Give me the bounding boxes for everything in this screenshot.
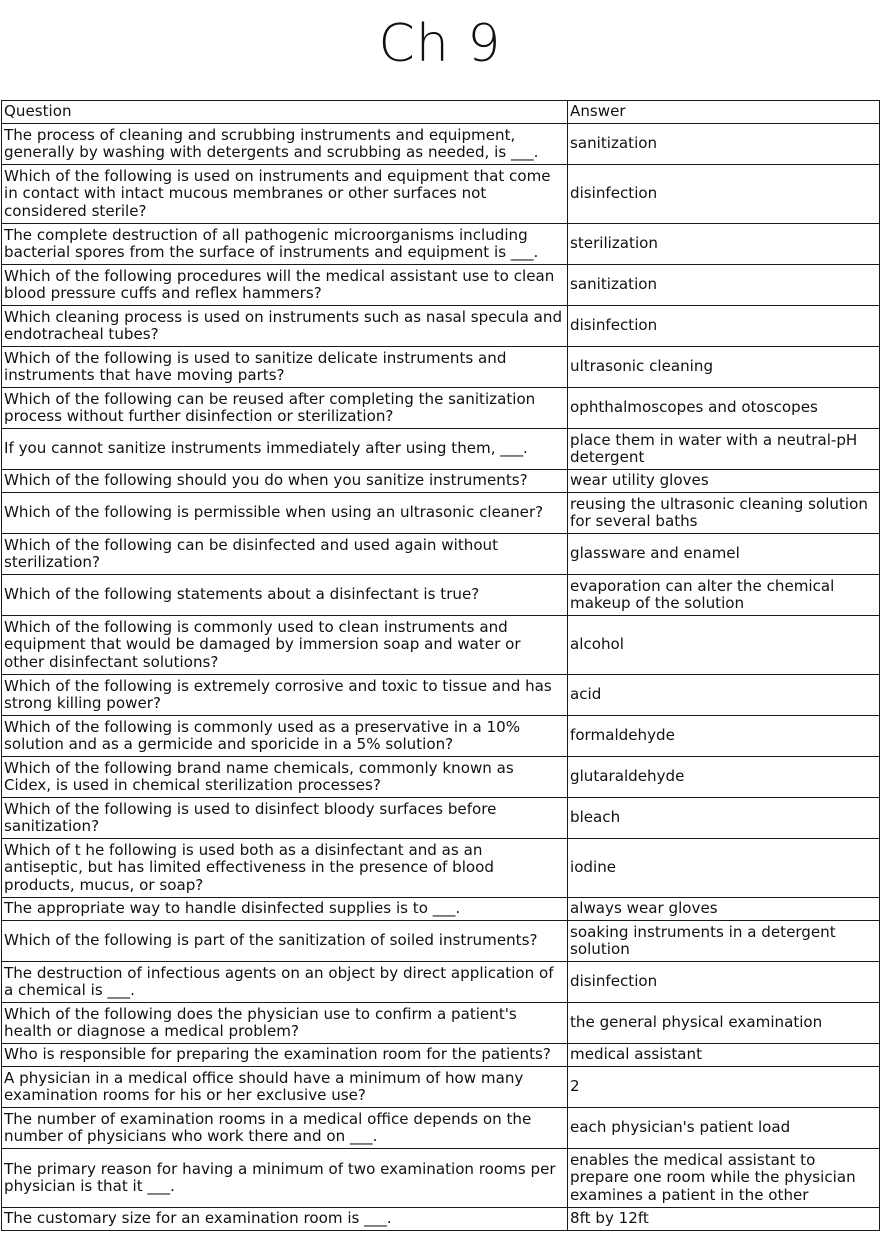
- question-cell: Which of the following is extremely corrosive and toxic to tissue and has strong killing power?: [2, 675, 568, 716]
- answer-cell: reusing the ultrasonic cleaning solution for several baths: [568, 493, 880, 534]
- answer-cell: acid: [568, 675, 880, 716]
- answer-cell: alcohol: [568, 616, 880, 675]
- question-cell: Which cleaning process is used on instruments such as nasal specula and endotracheal tubes?: [2, 306, 568, 347]
- question-cell: Which of the following is commonly used to clean instruments and equipment that would be damaged by immersion soap and water or other disinfectant solutions?: [2, 616, 568, 675]
- answer-cell: formaldehyde: [568, 716, 880, 757]
- table-row: [2, 470, 880, 493]
- table-row: [2, 429, 880, 470]
- question-cell: Which of the following is commonly used as a preservative in a 10% solution and as a germicide and sporicide in a 5% solution?: [2, 716, 568, 757]
- question-cell: If you cannot sanitize instruments immediately after using them, ___.: [2, 429, 568, 470]
- question-column-header: Question: [2, 101, 568, 124]
- question-cell: Which of the following can be disinfected and used again without sterilization?: [2, 534, 568, 575]
- page-title: Ch 9: [378, 14, 502, 74]
- question-cell: Which of the following does the physician use to confirm a patient's health or diagnose a medical problem?: [2, 1003, 568, 1044]
- answer-cell: iodine: [568, 839, 880, 898]
- table-row: [2, 575, 880, 616]
- question-cell: Which of the following procedures will the medical assistant use to clean blood pressure cuffs and reflex hammers?: [2, 265, 568, 306]
- question-cell: The complete destruction of all pathogenic microorganisms including bacterial spores from the surface of instruments and equipment is ___.: [2, 224, 568, 265]
- question-cell: Which of t he following is used both as a disinfectant and as an antiseptic, but has limited effectiveness in the presence of blood products, mucus, or soap?: [2, 839, 568, 898]
- table-row: [2, 165, 880, 224]
- answer-column-header: Answer: [568, 101, 880, 124]
- question-cell: Who is responsible for preparing the examination room for the patients?: [2, 1044, 568, 1067]
- table-row: [2, 534, 880, 575]
- question-cell: Which of the following can be reused after completing the sanitization process without further disinfection or sterilization?: [2, 388, 568, 429]
- question-cell: Which of the following statements about a disinfectant is true?: [2, 575, 568, 616]
- table-row: [2, 839, 880, 898]
- answer-cell: sanitization: [568, 124, 880, 165]
- question-cell: A physician in a medical office should have a minimum of how many examination rooms for his or her exclusive use?: [2, 1067, 568, 1108]
- question-cell: Which of the following is used to disinfect bloody surfaces before sanitization?: [2, 798, 568, 839]
- table-row: [2, 1208, 880, 1231]
- table-row: [2, 124, 880, 165]
- table-row: [2, 962, 880, 1003]
- table-row: [2, 757, 880, 798]
- question-cell: Which of the following brand name chemicals, commonly known as Cidex, is used in chemical sterilization processes?: [2, 757, 568, 798]
- answer-cell: ophthalmoscopes and otoscopes: [568, 388, 880, 429]
- table-row: [2, 675, 880, 716]
- question-cell: Which of the following is used on instruments and equipment that come in contact with intact mucous membranes or other surfaces not considered sterile?: [2, 165, 568, 224]
- answer-cell: medical assistant: [568, 1044, 880, 1067]
- answer-cell: bleach: [568, 798, 880, 839]
- answer-cell: disinfection: [568, 165, 880, 224]
- answer-cell: 8ft by 12ft: [568, 1208, 880, 1231]
- table-row: [2, 1108, 880, 1149]
- answer-cell: wear utility gloves: [568, 470, 880, 493]
- answer-cell: glutaraldehyde: [568, 757, 880, 798]
- answer-cell: enables the medical assistant to prepare one room while the physician examines a patient in the other: [568, 1149, 880, 1208]
- table-row: [2, 265, 880, 306]
- question-cell: Which of the following is used to sanitize delicate instruments and instruments that have moving parts?: [2, 347, 568, 388]
- answer-cell: sterilization: [568, 224, 880, 265]
- question-cell: The appropriate way to handle disinfected supplies is to ___.: [2, 898, 568, 921]
- answer-cell: disinfection: [568, 306, 880, 347]
- table-row: [2, 388, 880, 429]
- question-cell: Which of the following is part of the sanitization of soiled instruments?: [2, 921, 568, 962]
- table-row: [2, 306, 880, 347]
- table-row: [2, 798, 880, 839]
- question-cell: The number of examination rooms in a medical office depends on the number of physicians who work there and on ___.: [2, 1108, 568, 1149]
- table-row: [2, 493, 880, 534]
- table-row: [2, 1003, 880, 1044]
- table-row: [2, 616, 880, 675]
- table-row: [2, 1149, 880, 1208]
- qa-table: [1, 100, 880, 1231]
- answer-cell: 2: [568, 1067, 880, 1108]
- table-row: [2, 1067, 880, 1108]
- answer-cell: disinfection: [568, 962, 880, 1003]
- question-cell: The customary size for an examination room is ___.: [2, 1208, 568, 1231]
- answer-cell: always wear gloves: [568, 898, 880, 921]
- table-row: [2, 898, 880, 921]
- question-cell: The primary reason for having a minimum of two examination rooms per physician is that it ___.: [2, 1149, 568, 1208]
- answer-cell: each physician's patient load: [568, 1108, 880, 1149]
- table-row: [2, 224, 880, 265]
- answer-cell: ultrasonic cleaning: [568, 347, 880, 388]
- answer-cell: soaking instruments in a detergent solution: [568, 921, 880, 962]
- question-cell: The destruction of infectious agents on an object by direct application of a chemical is ___.: [2, 962, 568, 1003]
- table-row: [2, 921, 880, 962]
- answer-cell: place them in water with a neutral-pH detergent: [568, 429, 880, 470]
- table-header-row: [2, 101, 880, 124]
- table-row: [2, 347, 880, 388]
- answer-cell: evaporation can alter the chemical makeup of the solution: [568, 575, 880, 616]
- answer-cell: sanitization: [568, 265, 880, 306]
- question-cell: Which of the following is permissible when using an ultrasonic cleaner?: [2, 493, 568, 534]
- question-cell: The process of cleaning and scrubbing instruments and equipment, generally by washing with detergents and scrubbing as needed, is ___.: [2, 124, 568, 165]
- table-row: [2, 1044, 880, 1067]
- answer-cell: glassware and enamel: [568, 534, 880, 575]
- question-cell: Which of the following should you do when you sanitize instruments?: [2, 470, 568, 493]
- answer-cell: the general physical examination: [568, 1003, 880, 1044]
- table-row: [2, 716, 880, 757]
